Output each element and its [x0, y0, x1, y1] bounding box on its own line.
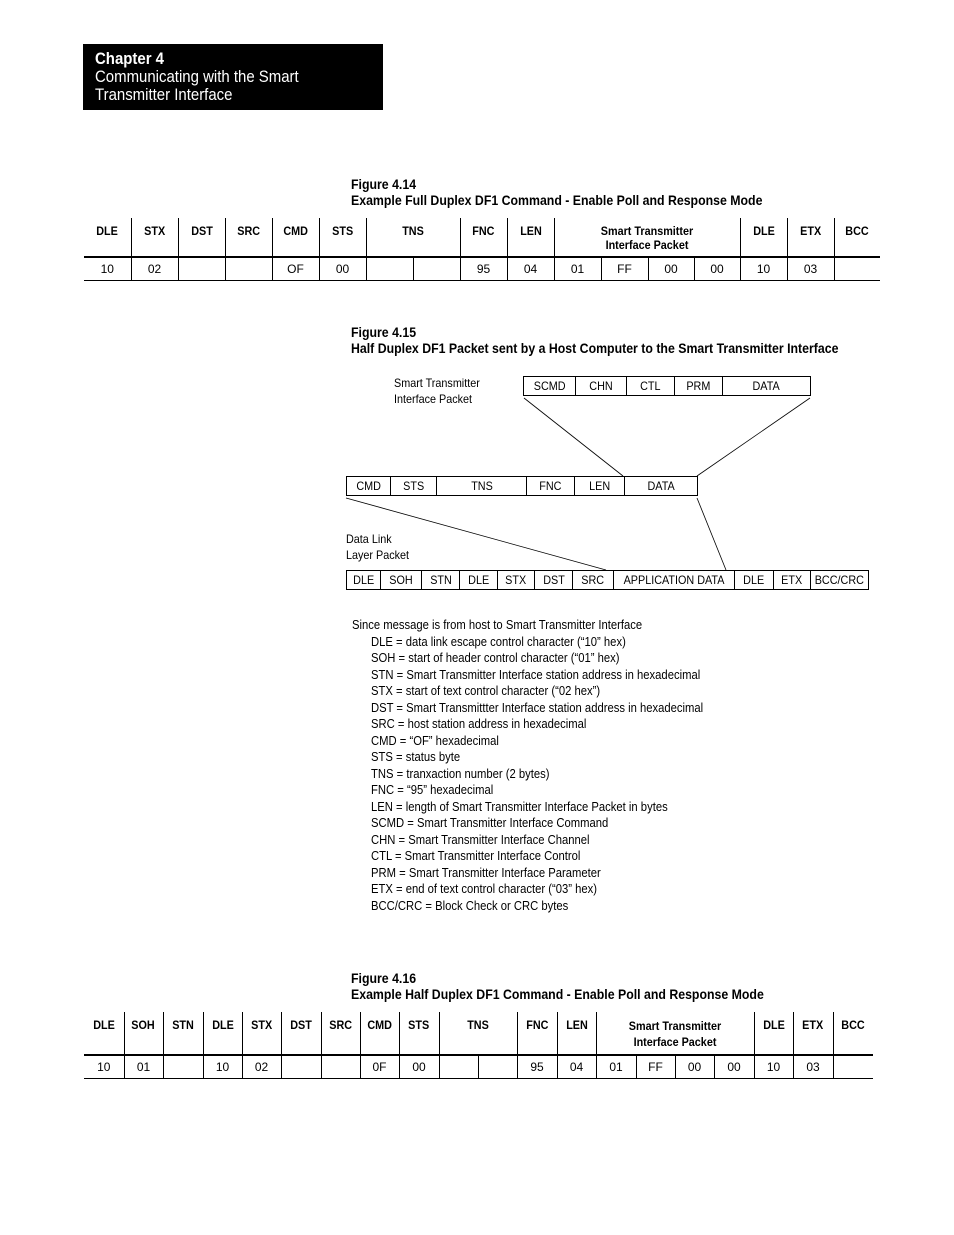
value-cell: 00 — [319, 257, 366, 281]
value-cell — [178, 257, 225, 281]
field-soh: SOH — [380, 571, 421, 589]
table-row — [84, 1055, 873, 1079]
header-cell: FNC — [460, 218, 507, 257]
value-cell: 04 — [557, 1055, 596, 1079]
field-data: DATA — [722, 377, 810, 395]
value-cell: 01 — [124, 1055, 163, 1079]
value-cell — [478, 1055, 517, 1079]
field-src: SRC — [572, 571, 613, 589]
value-cell: 04 — [507, 257, 554, 281]
legend-item: TNS = tranxaction number (2 bytes) — [371, 766, 550, 781]
table-header-row — [84, 1012, 873, 1055]
figure-number: Figure 4.15 — [351, 324, 417, 340]
value-cell: 00 — [648, 257, 694, 281]
legend-item: STX = start of text control character (“02 hex”) — [371, 684, 601, 698]
sti-packet-label — [394, 375, 480, 407]
value-cell: FF — [601, 257, 648, 281]
field-stx: STX — [497, 571, 534, 589]
value-cell: OF — [272, 257, 319, 281]
header-cell: ETX — [793, 1012, 833, 1055]
header-cell: STS — [399, 1012, 439, 1055]
legend-item: CHN = Smart Transmitter Interface Channel — [371, 832, 590, 847]
figure-title: Example Half Duplex DF1 Command - Enable Poll and Response Mode — [351, 986, 764, 1002]
header-cell: DLE — [740, 218, 787, 257]
figure-4-16-table — [84, 1012, 873, 1079]
value-cell — [281, 1055, 321, 1079]
header-cell: Smart Transmitter Interface Packet — [554, 218, 740, 257]
value-cell — [163, 1055, 203, 1079]
field-data: DATA — [624, 477, 697, 495]
legend-item: SRC = host station address in hexadecimal — [371, 717, 587, 731]
header-cell: BCC — [834, 218, 880, 257]
figure-4-14-table — [84, 218, 880, 281]
label-line: Interface Packet — [394, 392, 473, 406]
value-cell — [413, 257, 460, 281]
header-cell: SOH — [124, 1012, 163, 1055]
legend-item: STN = Smart Transmitter Interface station address in hexadecimal — [371, 667, 701, 682]
figure-4-15-caption — [351, 324, 905, 356]
data-link-packet-row — [346, 570, 869, 590]
legend-item: LEN = length of Smart Transmitter Interface Packet in bytes — [371, 799, 668, 814]
legend-item: STS = status byte — [371, 750, 461, 764]
header-cell: SRC — [321, 1012, 360, 1055]
legend-item: FNC = “95” hexadecimal — [371, 783, 494, 797]
table-header-row — [84, 218, 880, 257]
value-cell: 00 — [694, 257, 740, 281]
packet-diagram — [340, 370, 880, 600]
value-cell — [366, 257, 413, 281]
value-cell — [833, 1055, 873, 1079]
field-sts: STS — [390, 477, 436, 495]
value-cell: 0F — [360, 1055, 399, 1079]
header-cell: DLE — [203, 1012, 242, 1055]
legend-lead: Since message is from host to Smart Transmitter Interface — [352, 618, 643, 632]
header-cell: STX — [242, 1012, 281, 1055]
value-cell — [439, 1055, 478, 1079]
field-prm: PRM — [674, 377, 722, 395]
field-dle: DLE — [352, 573, 375, 587]
header-cell: BCC — [833, 1012, 873, 1055]
header-cell: LEN — [507, 218, 554, 257]
field-application-data: APPLICATION DATA — [613, 571, 734, 589]
legend-item: BCC/CRC = Block Check or CRC bytes — [371, 898, 569, 913]
legend-item: CMD = “OF” hexadecimal — [371, 733, 499, 748]
figure-title: Example Full Duplex DF1 Command - Enable Poll and Response Mode — [351, 192, 763, 208]
legend-item: SOH = start of header control character (“01” hex) — [371, 651, 620, 665]
legend-item: DST = Smart Transmittter Interface station address in hexadecimal — [371, 700, 704, 715]
chapter-title-line1: Communicating with the Smart — [95, 67, 299, 86]
field-dle: DLE — [734, 571, 773, 589]
figure-number: Figure 4.16 — [351, 970, 417, 986]
chapter-label: Chapter 4 — [95, 49, 165, 68]
legend-item: PRM = Smart Transmitter Interface Parameter — [371, 865, 601, 880]
header-cell: DST — [178, 218, 225, 257]
field-fnc: FNC — [526, 477, 574, 495]
figure-4-16-caption — [351, 970, 820, 1002]
header-cell: LEN — [557, 1012, 596, 1055]
field-scmd: SCMD — [533, 379, 566, 393]
label-line: Layer Packet — [346, 548, 410, 562]
field-len: LEN — [574, 477, 624, 495]
label-line: Smart Transmitter — [394, 376, 480, 390]
field-ctl: CTL — [626, 377, 674, 395]
sti-packet-row — [523, 376, 811, 396]
header-cell: STS — [319, 218, 366, 257]
field-cmd: CMD — [356, 479, 381, 493]
chapter-header — [83, 44, 383, 110]
value-cell: 10 — [754, 1055, 793, 1079]
value-cell: 10 — [203, 1055, 242, 1079]
header-cell: STN — [163, 1012, 203, 1055]
figure-4-14-caption — [351, 176, 819, 208]
field-etx: ETX — [773, 571, 810, 589]
value-cell: 95 — [460, 257, 507, 281]
field-dle: DLE — [459, 571, 497, 589]
value-cell: 10 — [84, 1055, 124, 1079]
header-cell: CMD — [360, 1012, 399, 1055]
table-row — [84, 257, 880, 281]
header-cell: DLE — [84, 218, 131, 257]
value-cell: 02 — [131, 257, 178, 281]
legend-item: ETX = end of text control character (“03” hex) — [371, 882, 598, 896]
value-cell: 00 — [675, 1055, 714, 1079]
figure-number: Figure 4.14 — [351, 176, 417, 192]
value-cell — [321, 1055, 360, 1079]
header-cell: DST — [281, 1012, 321, 1055]
header-cell: TNS — [439, 1012, 517, 1055]
field-stn: STN — [421, 571, 459, 589]
legend-item: SCMD = Smart Transmitter Interface Command — [371, 816, 609, 830]
value-cell: 00 — [399, 1055, 439, 1079]
label-line: Data Link — [346, 532, 392, 546]
legend-item: DLE = data link escape control character (“10” hex) — [371, 634, 626, 649]
value-cell: 02 — [242, 1055, 281, 1079]
field-dst: DST — [534, 571, 572, 589]
value-cell: 95 — [517, 1055, 557, 1079]
header-cell: FNC — [517, 1012, 557, 1055]
value-cell: 10 — [84, 257, 131, 281]
header-cell: CMD — [272, 218, 319, 257]
value-cell — [834, 257, 880, 281]
header-cell: SRC — [225, 218, 272, 257]
value-cell: FF — [636, 1055, 675, 1079]
figure-title: Half Duplex DF1 Packet sent by a Host Computer to the Smart Transmitter Interface — [351, 340, 839, 356]
header-cell: DLE — [84, 1012, 124, 1055]
header-cell: DLE — [754, 1012, 793, 1055]
abbreviation-legend — [352, 617, 740, 914]
field-bcc-crc: BCC/CRC — [810, 571, 868, 589]
value-cell: 10 — [740, 257, 787, 281]
data-link-label — [346, 531, 409, 563]
field-tns: TNS — [436, 477, 526, 495]
header-cell: STX — [131, 218, 178, 257]
value-cell: 01 — [596, 1055, 636, 1079]
legend-item: CTL = Smart Transmitter Interface Control — [371, 849, 581, 863]
field-chn: CHN — [575, 377, 626, 395]
application-packet-row — [346, 476, 698, 496]
header-cell: ETX — [787, 218, 834, 257]
header-cell: TNS — [366, 218, 460, 257]
value-cell — [225, 257, 272, 281]
value-cell: 03 — [787, 257, 834, 281]
header-cell: Smart Transmitter Interface Packet — [596, 1012, 754, 1055]
value-cell: 03 — [793, 1055, 833, 1079]
value-cell: 01 — [554, 257, 601, 281]
value-cell: 00 — [714, 1055, 754, 1079]
chapter-title-line2: Transmitter Interface — [95, 85, 233, 104]
